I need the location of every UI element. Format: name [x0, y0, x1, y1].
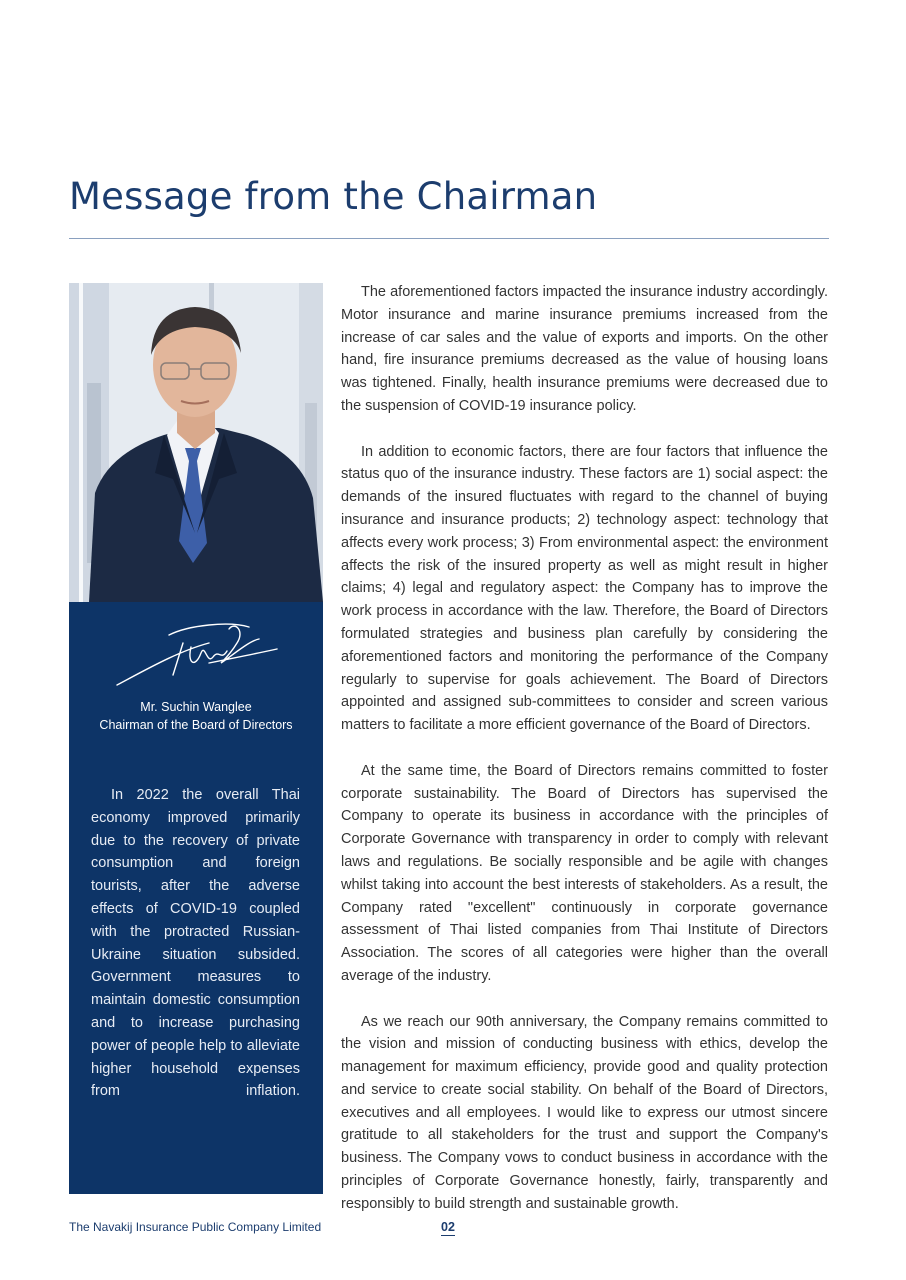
chairman-title: Chairman of the Board of Directors [99, 718, 293, 732]
paragraph: As we reach our 90th anniversary, the Company remains committed to the vision and mission of conducting business with ethics, develop the management for maximum efficiency, provide good and quality protection and service to create social stability. On behalf of the Board of Directors, executives and all employees. I would like to express our utmost sincere gratitude to all stakeholders for the trust and support the Company's business. The Company vows to conduct business in accordance with the principles of Corporate Governance honestly, fairly, transparently and responsibly to build strength and sustainable growth. [341, 1013, 828, 1212]
page-number: 02 [441, 1220, 455, 1234]
paragraph: In addition to economic factors, there are four factors that influence the status quo of the insurance industry. These factors are 1) social aspect: the demands of the insured fluctuates with regard to the channel of buying insurance and insurance products; 2) technology aspect: technology that affects every work process; 3) From environmental aspect: the environment affects the risk of the insured property as well as might result in higher claims; 4) legal and regulatory aspect: the Company has to improve the work process in accordance with the law. Therefore, the Board of Directors formulated strategies and business plan carefully by considering the aforementioned factors and monitoring the performance of the Company regularly to supervise for goals achievement. The Board of Directors appointed and assigned sub-committees to consider and screen various matters to facilitate a more efficient governance of the Board of Directors. [341, 443, 828, 734]
page-title: Message from the Chairman [69, 175, 598, 218]
chairman-sidebar [69, 283, 323, 1194]
pull-quote: In 2022 the overall Thai economy improved primarily due to the recovery of private consumption and foreign tourists, after the adverse effects of COVID-19 coupled with the protracted Russian-Ukraine situation subsided. Government measures to maintain domestic consumption and to increase purchasing power of people help to alleviate higher household expenses from inflation. [91, 787, 300, 1100]
chairman-photo [69, 283, 323, 602]
chairman-name: Mr. Suchin Wanglee [140, 700, 252, 714]
paragraph: The aforementioned factors impacted the insurance industry accordingly. Motor insurance and marine insurance premiums increased from the increase of car sales and the value of exports and imports. On the other hand, fire insurance premiums decreased as the value of housing loans was tightened. Finally, health insurance premiums were decreased due to the suspension of COVID-19 insurance policy. [341, 284, 828, 414]
signature-icon [109, 613, 284, 693]
title-divider [69, 238, 829, 239]
message-body [341, 281, 828, 1238]
paragraph: At the same time, the Board of Directors remains committed to foster corporate sustainability. The Board of Directors has supervised the Company to operate its business in accordance with the principles of Corporate Governance with transparency in order to comply with relevant laws and regulations. Be socially responsible and be agile with changes whilst taking into account the best interests of stakeholders. As a result, the Company rated "excellent" continuously in corporate governance assessment of Thai listed companies from Thai Institute of Directors Association. The scores of all categories were higher than the overall average of the industry. [341, 762, 828, 984]
footer-company-name: The Navakij Insurance Public Company Limited [69, 1220, 322, 1234]
